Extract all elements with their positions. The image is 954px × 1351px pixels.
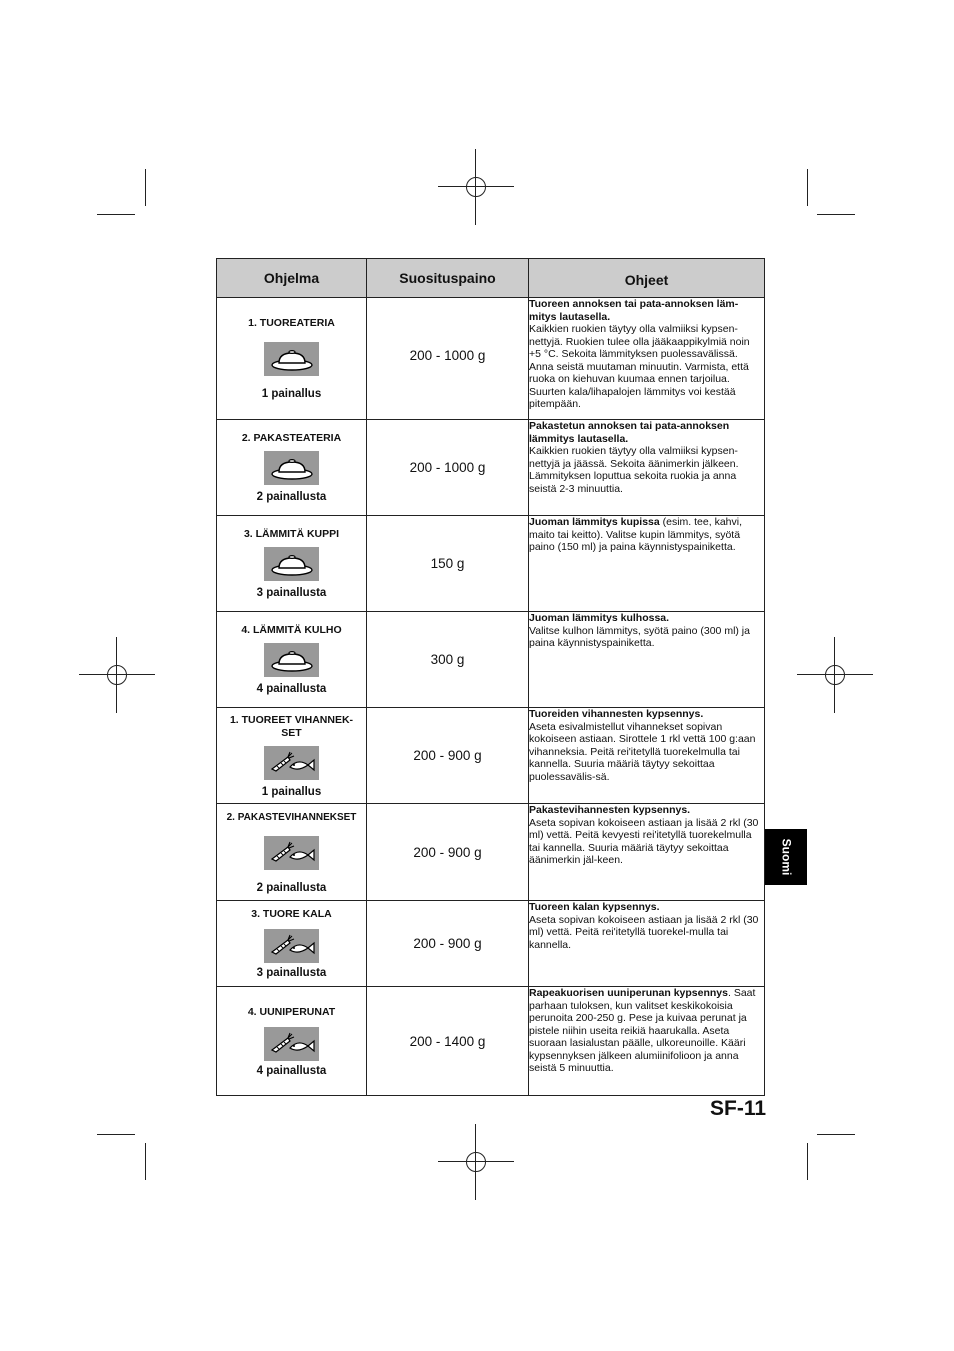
table-row [217,804,765,901]
program-cell [217,804,367,901]
instruction-text: (esim. tee, kahvi, maito tai keitto). Valitse kupin lämmitys, syötä paino (150 ml) ja paina käynnistyspainiketta. [529,516,742,553]
language-tab [765,829,807,885]
instruction-cell [529,516,765,612]
press-count: 3 painallusta [256,967,327,979]
header-weight: Suosituspaino [367,259,529,298]
instruction-text: Kaikkien ruokien täytyy olla valmiiksi kypsen-nettyjä. Ruokien tulee olla jääkaappikylmiä noin +5 °C. Sekoita lämmityksen puolessavälissä. Anna seistä muutaman minuutin. Varmista, että ruoka on kiehuvan kuumaa ennen tarjoilua. Suurten kala/lihapalojen lämmitys voi kestää pitempään. [529,323,750,410]
weight-cell: 200 - 1400 g [367,987,529,1096]
crop-mark [817,1134,855,1135]
page-number: SF-11 [710,1097,767,1120]
weight-cell: 150 g [367,516,529,612]
press-count: 4 painallusta [256,683,327,695]
program-name: 4. UUNIPERUNAT [247,1005,336,1018]
crop-mark [807,169,808,206]
instruction-cell [529,901,765,987]
weight-cell: 200 - 1000 g [367,298,529,420]
weight-cell: 200 - 900 g [367,804,529,901]
crop-mark [97,1134,135,1135]
instruction-title: Rapeakuorisen uuniperunan kypsennys [529,987,728,999]
vegetable-fish-icon [264,746,319,780]
vegetable-fish-icon [264,929,319,963]
press-count: 2 painallusta [256,881,327,894]
instruction-text: . Saat parhaan tuloksen, kun valitset keskikokoisia perunoita 200-250 g. Pese ja kuivaa perunat ja pistele niihin useita reikiä haarukalla. Aseta suoraan lasialustan päälle, ulkoreunoille. Kääri kypsennyksen jälkeen alumiinifolioon ja anna seistä 5 minuuttia. [529,987,756,1074]
plate-icon [264,451,319,485]
weight-cell: 200 - 900 g [367,708,529,804]
program-cell [217,516,367,612]
registration-mark-left [79,637,155,713]
instruction-text: Aseta sopivan kokoiseen astiaan ja lisää 2 rkl (30 ml) vettä. Peitä rei'itetyllä tuorekel-mulla tai kannella. [529,913,759,951]
program-cell [217,901,367,987]
plate-icon [264,643,319,677]
program-name: 1. TUOREET VIHANNEK-SET [229,713,354,739]
instruction-text: Valitse kulhon lämmitys, syötä paino (300 ml) ja paina käynnistyspainiketta. [529,624,750,649]
table-row [217,516,765,612]
instruction-title: Tuoreiden vihannesten kypsennys. [529,708,704,720]
instruction-cell [529,420,765,516]
press-count: 3 painallusta [256,587,327,599]
table-header-row [217,259,765,298]
table-row [217,420,765,516]
registration-mark-right [797,637,873,713]
instruction-title: Tuoreen annoksen tai pata-annoksen läm-mitys lautasella. [529,298,739,323]
plate-icon [264,342,319,376]
table-row [217,987,765,1096]
instruction-text: Aseta sopivan kokoiseen astiaan ja lisää 2 rkl (30 ml) vettä. Peitä kevyesti rei'itetyllä tuorekelmulla tai kannella. Suuria määriä täytyy sekoittaa äänimerkin jäl-keen. [529,816,759,866]
registration-mark-bottom [438,1124,514,1200]
program-cell [217,612,367,708]
program-cell [217,708,367,804]
instruction-title: Juoman lämmitys kulhossa. [529,612,670,624]
crop-mark [145,169,146,206]
program-name: 3. LÄMMITÄ KUPPI [243,528,340,540]
instruction-cell [529,298,765,420]
language-tab-label: Suomi [778,838,793,876]
press-count: 1 painallus [261,785,322,798]
header-instructions: Ohjeet [529,259,765,298]
program-name: 3. TUORE KALA [251,908,332,920]
program-name: 1. TUOREATERIA [248,317,335,329]
crop-mark [145,1143,146,1180]
vegetable-fish-icon [264,1027,319,1061]
press-count: 4 painallusta [256,1064,327,1077]
instruction-text: Kaikkien ruokien täytyy olla valmiiksi kypsen-nettyjä ja jäässä. Sekoita äänimerkin jälkeen. Lämmityksen loputtua sekoita ruokia ja anna seistä 2-3 minuuttia. [529,445,739,495]
table-row [217,708,765,804]
table-row [217,901,765,987]
instruction-text: Aseta esivalmistellut vihannekset sopivan kokoiseen astiaan. Sirottele 1 rkl vettä 100 g:aan vihanneksia. Peitä rei'itetyllä tuorekelmulla tai kannella. Suuria määriä täytyy sekoittaa puolessavälis-sä. [529,720,756,783]
press-count: 1 painallus [261,388,322,400]
instruction-cell [529,708,765,804]
weight-cell: 200 - 900 g [367,901,529,987]
instruction-cell [529,987,765,1096]
header-program: Ohjelma [217,259,367,298]
program-name: 4. LÄMMITÄ KULHO [241,624,342,636]
plate-icon [264,547,319,581]
instruction-title: Juoman lämmitys kupissa [529,516,660,528]
program-cell [217,987,367,1096]
crop-mark [97,214,135,215]
instruction-title: Pakastetun annoksen tai pata-annoksen lämmitys lautasella. [529,420,730,445]
crop-mark [807,1143,808,1180]
instruction-cell [529,804,765,901]
crop-mark [817,214,855,215]
table-row [217,612,765,708]
program-name: 2. PAKASTEVIHANNEKSET [226,811,357,823]
program-cell [217,420,367,516]
program-cell [217,298,367,420]
vegetable-fish-icon [264,836,319,870]
instruction-title: Tuoreen kalan kypsennys. [529,901,660,913]
program-name: 2. PAKASTEATERIA [241,432,342,444]
registration-mark-top [438,149,514,225]
weight-cell: 200 - 1000 g [367,420,529,516]
table-row [217,298,765,420]
instruction-title: Pakastevihannesten kypsennys. [529,804,691,816]
program-table [216,258,765,1096]
press-count: 2 painallusta [256,491,327,503]
weight-cell: 300 g [367,612,529,708]
instruction-cell [529,612,765,708]
